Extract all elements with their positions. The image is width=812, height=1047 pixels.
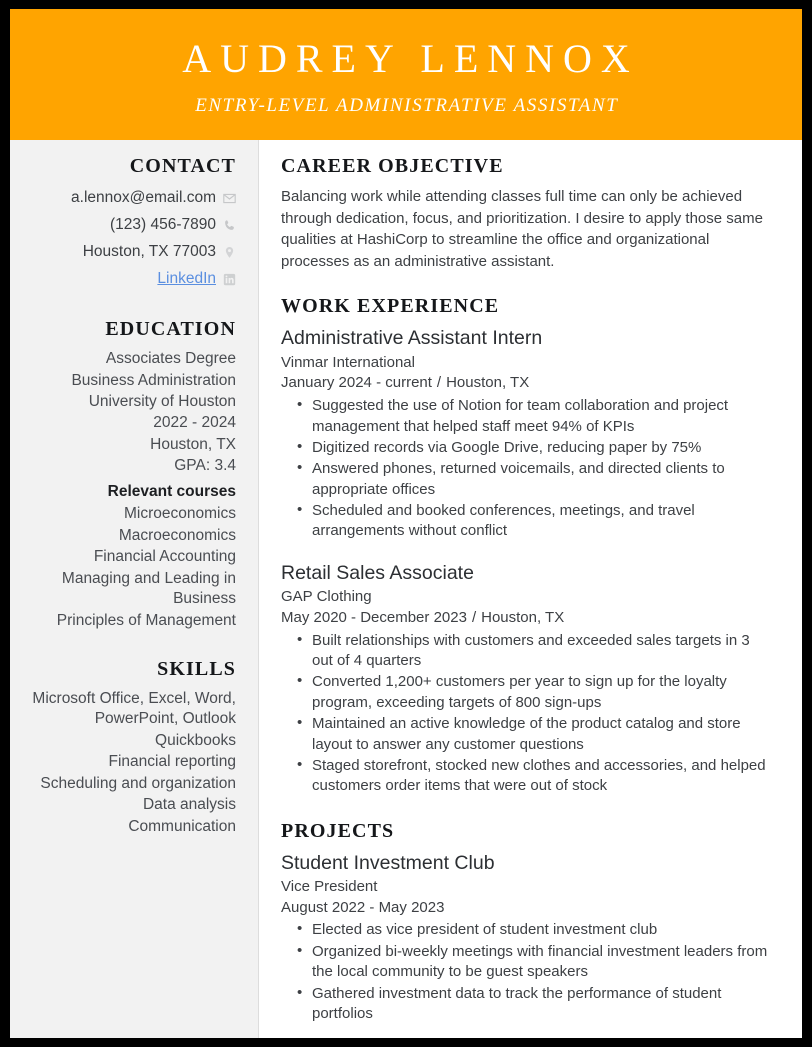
- bullet-item: • Organized bi-weekly meetings with financial investment leaders from the local community to be guest speakers: [312, 942, 774, 983]
- page-subtitle: ENTRY-LEVEL ADMINISTRATIVE ASSISTANT: [195, 94, 619, 116]
- entry-bullets: [281, 396, 774, 542]
- entry-separator: /: [471, 608, 477, 626]
- contact-email-text: a.lennox@email.com: [71, 189, 216, 206]
- course-item: Macroeconomics: [118, 526, 236, 544]
- entry-organization: Vice President: [281, 878, 378, 896]
- entry-meta: [281, 898, 774, 919]
- course-item: Financial Accounting: [93, 548, 236, 566]
- career-objective-section: [281, 154, 774, 272]
- resume-body: [10, 140, 802, 1038]
- work-experience-heading: WORK EXPERIENCE: [281, 295, 500, 318]
- career-objective-heading: CAREER OBJECTIVE: [281, 155, 504, 177]
- contact-list: [20, 186, 236, 291]
- skill-item: Data analysis: [142, 796, 236, 814]
- entry-organization: GAP Clothing: [281, 588, 372, 606]
- bullet-item: • Elected as vice president of student investment club: [312, 920, 774, 940]
- contact-item-phone: [20, 213, 236, 237]
- entry-location: Houston, TX: [446, 374, 530, 392]
- contact-phone-text: (123) 456-7890: [110, 216, 216, 234]
- skill-item: Scheduling and organization: [40, 774, 236, 792]
- linkedin-link[interactable]: LinkedIn: [157, 270, 216, 288]
- education-line: Houston, TX: [150, 435, 236, 453]
- bullet-item: • Scheduled and booked conferences, meetings, and travel arrangements without conflict: [312, 501, 774, 542]
- page-title: AUDREY LENNOX: [182, 35, 639, 81]
- project-entry: [281, 851, 774, 1025]
- education-line: Business Administration: [71, 371, 236, 389]
- entry-title: Retail Sales Associate: [281, 561, 474, 584]
- phone-icon: [223, 219, 236, 232]
- skills-heading: SKILLS: [157, 657, 236, 680]
- experience-entry: [281, 561, 774, 797]
- contact-item-email: [20, 186, 236, 210]
- entry-meta: [281, 373, 774, 394]
- entry-dates: January 2024 - current: [281, 374, 432, 392]
- bullet-item: • Staged storefront, stocked new clothes and accessories, and helped customers order items that were out of stock: [312, 756, 774, 797]
- entry-bullets: [281, 631, 774, 797]
- contact-heading: CONTACT: [129, 155, 236, 177]
- linkedin-icon[interactable]: [223, 273, 236, 286]
- bullet-item: • Answered phones, returned voicemails, and directed clients to appropriate offices: [312, 459, 774, 500]
- entry-bullets: [281, 920, 774, 1024]
- education-line: Associates Degree: [105, 350, 236, 368]
- skill-item: Communication: [128, 817, 236, 835]
- contact-location-text: Houston, TX 77003: [82, 243, 216, 261]
- resume-header: [10, 9, 802, 140]
- education-line: 2022 - 2024: [153, 414, 236, 432]
- education-line: GPA: 3.4: [174, 457, 236, 475]
- skill-item: Financial reporting: [108, 753, 236, 771]
- bullet-item: • Suggested the use of Notion for team collaboration and project management that helped staff meet 94% of KPIs: [312, 396, 774, 437]
- projects-section: [281, 819, 774, 1025]
- relevant-courses-label: Relevant courses: [107, 482, 236, 500]
- location-pin-icon: [223, 246, 236, 259]
- skill-item: Quickbooks: [155, 731, 236, 749]
- course-item: Principles of Management: [56, 611, 236, 629]
- bullet-item: • Converted 1,200+ customers per year to sign up for the loyalty program, exceeding targets of 800 sign-ups: [312, 672, 774, 713]
- entry-title: Administrative Assistant Intern: [281, 327, 543, 350]
- contact-item-linkedin[interactable]: [20, 267, 236, 291]
- bullet-item: • Maintained an active knowledge of the product catalog and store layout to answer any customer questions: [312, 714, 774, 755]
- skills-list: [20, 689, 236, 837]
- sidebar: [10, 140, 259, 1038]
- contact-item-location: [20, 240, 236, 264]
- entry-separator: /: [436, 374, 442, 392]
- envelope-icon: [223, 192, 236, 205]
- entry-title: Student Investment Club: [281, 851, 495, 874]
- bullet-item: • Built relationships with customers and exceeded sales targets in 3 out of 4 quarters: [312, 631, 774, 672]
- entry-dates: May 2020 - December 2023: [281, 608, 467, 626]
- entry-meta: [281, 608, 774, 629]
- entry-dates: August 2022 - May 2023: [281, 898, 445, 916]
- education-heading: EDUCATION: [105, 318, 236, 341]
- entry-location: Houston, TX: [481, 608, 565, 626]
- entry-organization: Vinmar International: [281, 353, 415, 371]
- bullet-item: • Digitized records via Google Drive, reducing paper by 75%: [312, 438, 774, 458]
- work-experience-section: [281, 294, 774, 796]
- course-item: Managing and Leading in Business: [61, 569, 236, 608]
- projects-heading: PROJECTS: [281, 819, 395, 842]
- skill-item: Microsoft Office, Excel, Word, PowerPoint, Outlook: [32, 689, 236, 728]
- career-objective-text: Balancing work while attending classes full time can only be achieved through dedication, focus, and prioritization. I desire to apply those same qualities at HashiCorp to streamline the office and organizational processes as an administrative assistant.: [281, 188, 763, 270]
- education-line: University of Houston: [88, 392, 236, 410]
- experience-entry: [281, 326, 774, 541]
- main-content: [259, 140, 802, 1038]
- course-item: Microeconomics: [124, 505, 236, 523]
- education-list: [20, 349, 236, 631]
- resume-page: [10, 9, 802, 1038]
- bullet-item: • Gathered investment data to track the performance of student portfolios: [312, 984, 774, 1025]
